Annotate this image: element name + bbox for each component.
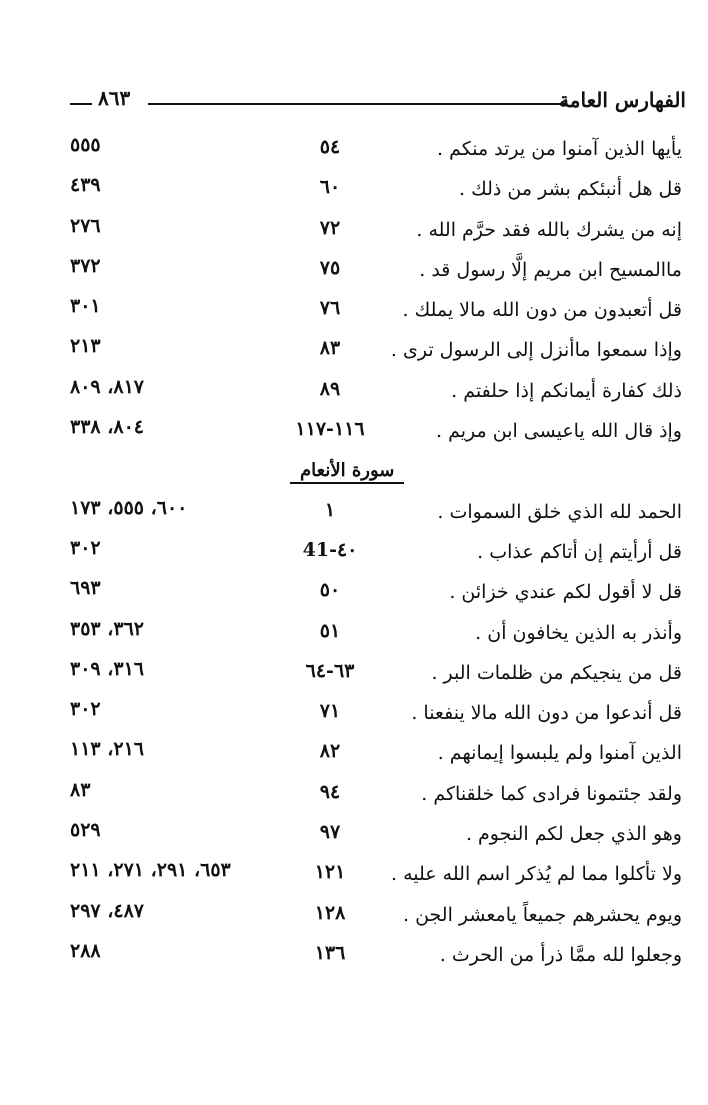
- verse-text: إنه من يشرك بالله فقد حرَّم الله .: [416, 218, 682, 241]
- verse-number: ٥١: [319, 619, 341, 642]
- verse-text: قل هل أنبئكم بشر من ذلك .: [459, 178, 682, 201]
- page-refs: ٣٧٢: [70, 254, 101, 277]
- verse-number: ٤٠-41: [302, 538, 358, 561]
- surah-title: سورة الأنعام: [290, 460, 404, 484]
- verse-number: ٥٠: [319, 579, 341, 602]
- index-row: [0, 211, 708, 251]
- page-refs: ٦٠٠، ٥٥٥، ١٧٣: [70, 496, 188, 519]
- verse-text: ذلك كفارة أيمانكم إذا حلفتم .: [451, 379, 682, 402]
- verse-number: ١١٦-١١٧: [295, 418, 365, 441]
- page-refs: ٣٠١: [70, 295, 101, 318]
- page-refs: ٣٠٢: [70, 536, 101, 559]
- verse-text: وجعلوا لله ممَّا ذرأ من الحرث .: [439, 943, 682, 966]
- index-row: [0, 936, 708, 976]
- verse-number: ٧١: [319, 700, 341, 723]
- index-row: [0, 533, 708, 573]
- verse-text: الذين آمنوا ولم يلبسوا إيمانهم .: [437, 742, 682, 765]
- page-refs: ٥٥٥: [70, 134, 101, 156]
- verse-text: ويوم يحشرهم جميعاً يامعشر الجن .: [403, 903, 682, 926]
- header-rule: [148, 103, 566, 105]
- verse-text: الحمد لله الذي خلق السموات .: [437, 500, 682, 523]
- page-refs: ٣٦٢، ٣٥٣: [70, 617, 144, 640]
- index-row: [0, 331, 708, 371]
- verse-text: وهو الذي جعل لكم النجوم .: [465, 823, 682, 846]
- verse-text: ولا تأكلوا مما لم يُذكر اسم الله عليه .: [391, 863, 682, 886]
- page-refs: ٦٩٣: [70, 577, 101, 600]
- page-refs: ٨٣: [70, 778, 91, 801]
- verse-number: ٧٥: [319, 256, 341, 279]
- page-refs: ٢٧٦: [70, 214, 101, 237]
- verse-text: ولقد جئتمونا فرادى كما خلقناكم .: [421, 782, 682, 805]
- page-header: [70, 86, 686, 116]
- page-number: ٨٦٣: [98, 86, 131, 110]
- index-row: [0, 170, 708, 210]
- verse-number: ٧٢: [319, 216, 341, 239]
- verse-text: قل أرأيتم إن أتاكم عذاب .: [477, 540, 682, 563]
- page-refs: ٨٠٤، ٣٣٨: [70, 416, 144, 439]
- verse-text: وإذا سمعوا ماأنزل إلى الرسول ترى .: [390, 339, 682, 362]
- index-row: [0, 130, 708, 170]
- page-refs: ٦٥٣، ٢٩١، ٢٧١، ٢١١: [70, 859, 231, 882]
- verse-number: ٨٣: [319, 337, 341, 360]
- index-row: [0, 775, 708, 815]
- page-refs: ٤٨٧، ٢٩٧: [70, 899, 144, 922]
- header-rule-left: [70, 103, 92, 105]
- index-row: [0, 493, 708, 533]
- index-row: [0, 573, 708, 613]
- verse-text: وأنذر به الذين يخافون أن .: [475, 621, 682, 644]
- index-table: [0, 130, 708, 976]
- index-row: [0, 372, 708, 412]
- index-row: [0, 694, 708, 734]
- index-row: [0, 896, 708, 936]
- verse-number: ٦٠: [319, 176, 341, 199]
- verse-number: ٥٤: [319, 136, 341, 158]
- surah-heading: [0, 452, 708, 492]
- verse-number: ٩٤: [319, 780, 341, 803]
- page-refs: ٨١٧، ٨٠٩: [70, 375, 144, 398]
- verse-number: ٦٣-٦٤: [305, 659, 355, 682]
- index-row: [0, 855, 708, 895]
- verse-number: ٨٢: [319, 740, 341, 763]
- index-row: [0, 251, 708, 291]
- verse-number: ١٢٨: [314, 901, 346, 924]
- verse-text: قل لا أقول لكم عندي خزائن .: [449, 581, 682, 604]
- verse-text: قل من ينجيكم من ظلمات البر .: [431, 661, 682, 684]
- header-title: الفهارس العامة: [559, 88, 686, 112]
- page-refs: ٤٣٩: [70, 174, 101, 197]
- index-row: [0, 654, 708, 694]
- page-refs: ٢١٦، ١١٣: [70, 738, 144, 761]
- page-refs: ٥٢٩: [70, 819, 101, 842]
- verse-text: ماالمسيح ابن مريم إلَّا رسول قد .: [419, 258, 682, 281]
- page-refs: ٢١٣: [70, 335, 101, 358]
- verse-number: ١٢١: [314, 861, 346, 884]
- index-row: [0, 734, 708, 774]
- verse-text: يأيها الذين آمنوا من يرتد منكم .: [437, 138, 682, 160]
- verse-number: ١: [324, 498, 336, 521]
- verse-text: وإذ قال الله ياعيسى ابن مريم .: [436, 420, 682, 443]
- index-row: [0, 291, 708, 331]
- verse-number: ٩٧: [319, 821, 341, 844]
- index-row: [0, 614, 708, 654]
- page-refs: ٣١٦، ٣٠٩: [70, 657, 144, 680]
- verse-number: ٨٩: [319, 377, 341, 400]
- page-refs: ٢٨٨: [70, 939, 101, 962]
- index-row: [0, 412, 708, 452]
- verse-number: ٧٦: [319, 297, 341, 320]
- verse-text: قل أندعوا من دون الله مالا ينفعنا .: [411, 702, 682, 725]
- index-row: [0, 815, 708, 855]
- verse-number: ١٣٦: [314, 941, 346, 964]
- page-refs: ٣٠٢: [70, 698, 101, 721]
- verse-text: قل أتعبدون من دون الله مالا يملك .: [402, 299, 682, 322]
